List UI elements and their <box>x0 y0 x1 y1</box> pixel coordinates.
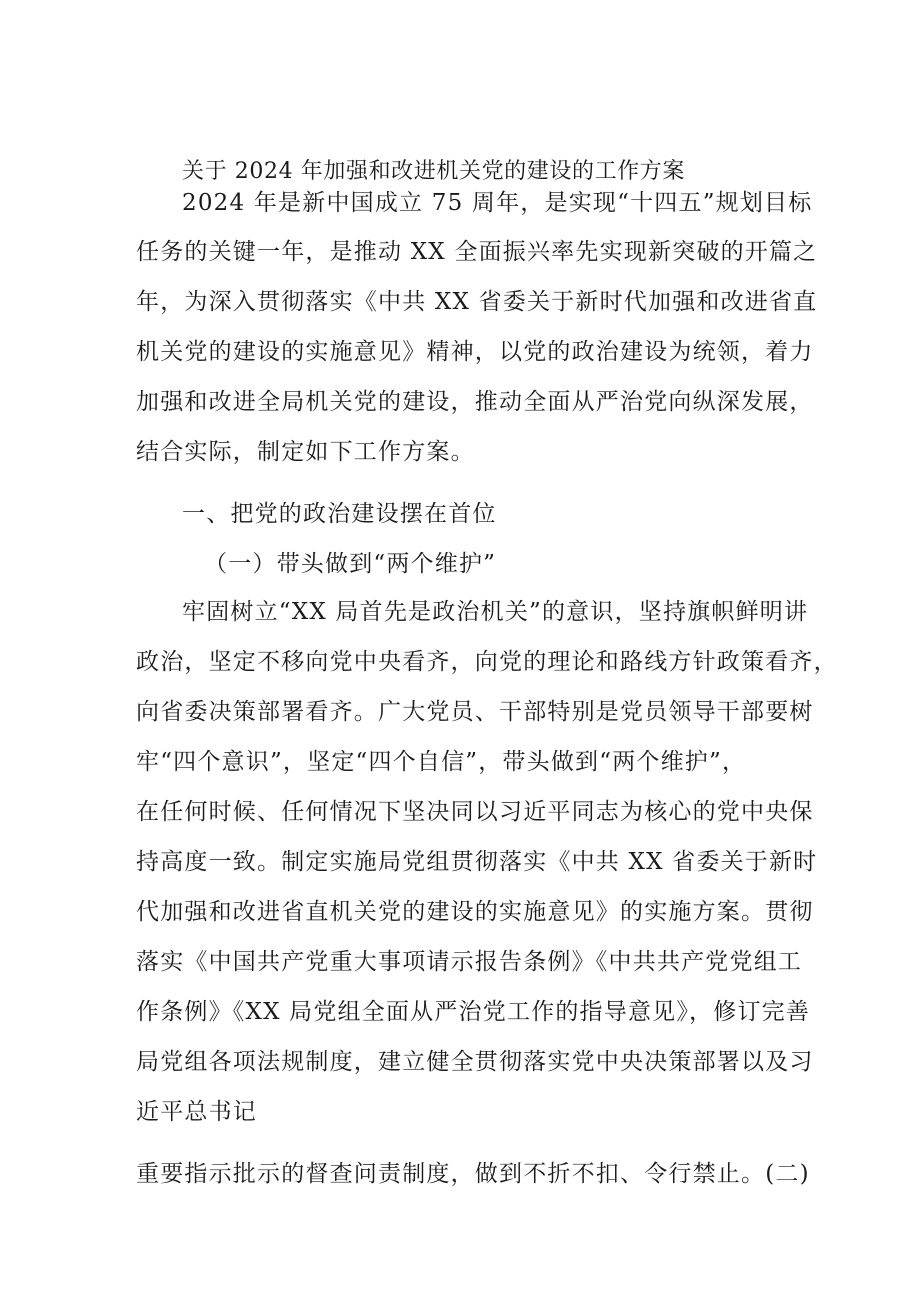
intro-line-2: 任务的关键一年，是推动 XX 全面振兴率先实现新突破的开篇之 <box>136 239 818 265</box>
body-line-4: 牢“四个意识”，坚定“四个自信”，带头做到“两个维护”， <box>136 749 747 775</box>
body-line-8: 落实《中国共产党重大事项请示报告条例》《中共共产党党组工 <box>136 949 803 975</box>
section-1-heading: 一、把党的政治建设摆在首位 <box>182 501 497 527</box>
body-line-2: 政治，坚定不移向党中央看齐，向党的理论和路线方针政策看齐， <box>136 649 838 675</box>
continued-line: 重要指示批示的督查问责制度，做到不折不扣、令行禁止。(二) <box>136 1161 810 1187</box>
subsection-1-heading: （一）带头做到“两个维护” <box>204 551 497 577</box>
body-line-11: 近平总书记 <box>136 1099 257 1125</box>
body-line-3: 向省委决策部署看齐。广大党员、干部特别是党员领导干部要树 <box>136 699 814 725</box>
body-line-10: 局党组各项法规制度，建立健全贯彻落实党中央决策部署以及习 <box>136 1049 814 1075</box>
intro-line-4: 机关党的建设的实施意见》精神，以党的政治建设为统领，着力 <box>136 339 814 365</box>
body-line-5: 在任何时候、任何情况下坚决同以习近平同志为核心的党中央保 <box>136 799 814 825</box>
intro-line-5: 加强和改进全局机关党的建设，推动全面从严治党向纵深发展， <box>136 389 814 415</box>
intro-line-1: 2024 年是新中国成立 75 周年，是实现“十四五”规划目标 <box>182 190 813 216</box>
body-line-6: 持高度一致。制定实施局党组贯彻落实《中共 XX 省委关于新时 <box>136 849 818 875</box>
body-line-9: 作条例》《XX 局党组全面从严治党工作的指导意见》，修订完善 <box>136 999 811 1025</box>
document-title: 关于 2024 年加强和改进机关党的建设的工作方案 <box>182 159 685 184</box>
intro-line-6: 结合实际，制定如下工作方案。 <box>136 439 475 465</box>
body-line-7: 代加强和改进省直机关党的建设的实施意见》的实施方案。贯彻 <box>136 899 814 925</box>
intro-line-3: 年，为深入贯彻落实《中共 XX 省委关于新时代加强和改进省直 <box>136 289 818 315</box>
body-line-1: 牢固树立“XX 局首先是政治机关”的意识，坚持旗帜鲜明讲 <box>182 599 809 625</box>
